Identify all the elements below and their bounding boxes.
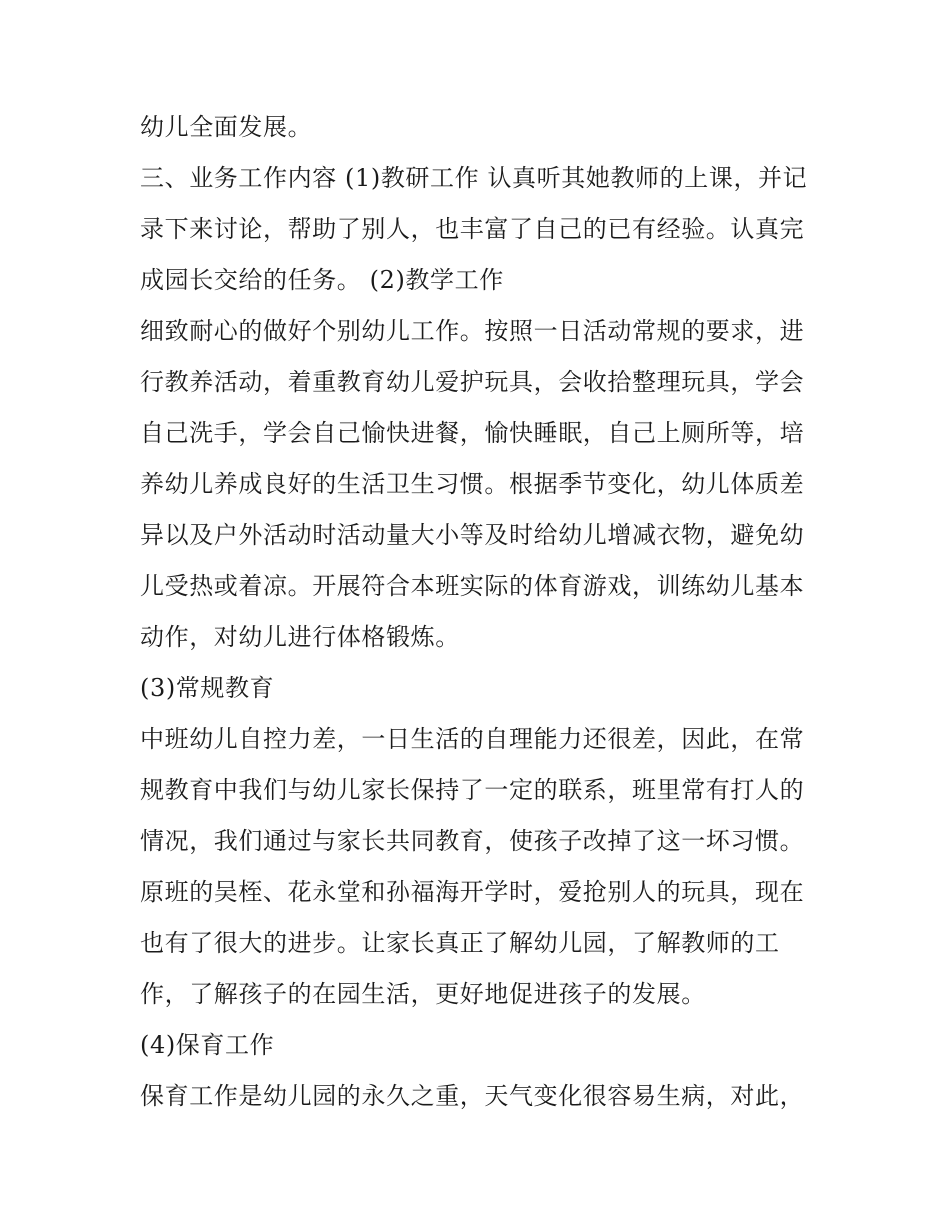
text-line: 异以及户外活动时活动量大小等及时给幼儿增减衣物，避免幼 — [140, 521, 805, 549]
text-line: 三、业务工作内容 (1)教研工作 认真听其她教师的上课，并记 — [140, 164, 808, 192]
text-line: 情况，我们通过与家长共同教育，使孩子改掉了这一坏习惯。 — [140, 827, 805, 855]
text-line: 中班幼儿自控力差，一日生活的自理能力还很差，因此，在常 — [140, 725, 805, 753]
text-line: 幼儿全面发展。 — [140, 113, 313, 141]
text-line: 录下来讨论，帮助了别人，也丰富了自己的已有经验。认真完 — [140, 215, 805, 243]
section-heading-routine-education: (3)常规教育 — [140, 674, 275, 702]
text-line: 作，了解孩子的在园生活，更好地促进孩子的发展。 — [140, 980, 706, 1008]
text-line: 保育工作是幼儿园的永久之重，天气变化很容易生病，对此， — [140, 1082, 805, 1110]
text-line: 细致耐心的做好个别幼儿工作。按照一日活动常规的要求，进 — [140, 317, 805, 345]
section-heading-care-work: (4)保育工作 — [140, 1031, 275, 1059]
text-line: 自己洗手，学会自己愉快进餐，愉快睡眠，自己上厕所等，培 — [140, 419, 805, 447]
text-line: 也有了很大的进步。让家长真正了解幼儿园，了解教师的工 — [140, 929, 780, 957]
text-line: 行教养活动，着重教育幼儿爱护玩具，会收拾整理玩具，学会 — [140, 368, 805, 396]
text-line: 成园长交给的任务。 (2)教学工作 — [140, 266, 504, 294]
text-line: 养幼儿养成良好的生活卫生习惯。根据季节变化，幼儿体质差 — [140, 470, 805, 498]
text-line: 规教育中我们与幼儿家长保持了一定的联系，班里常有打人的 — [140, 776, 805, 804]
document-body — [140, 102, 820, 1122]
text-line: 原班的吴桎、花永堂和孙福海开学时，爱抢别人的玩具，现在 — [140, 878, 805, 906]
text-line: 儿受热或着凉。开展符合本班实际的体育游戏，训练幼儿基本 — [140, 572, 805, 600]
text-line: 动作，对幼儿进行体格锻炼。 — [140, 623, 460, 651]
